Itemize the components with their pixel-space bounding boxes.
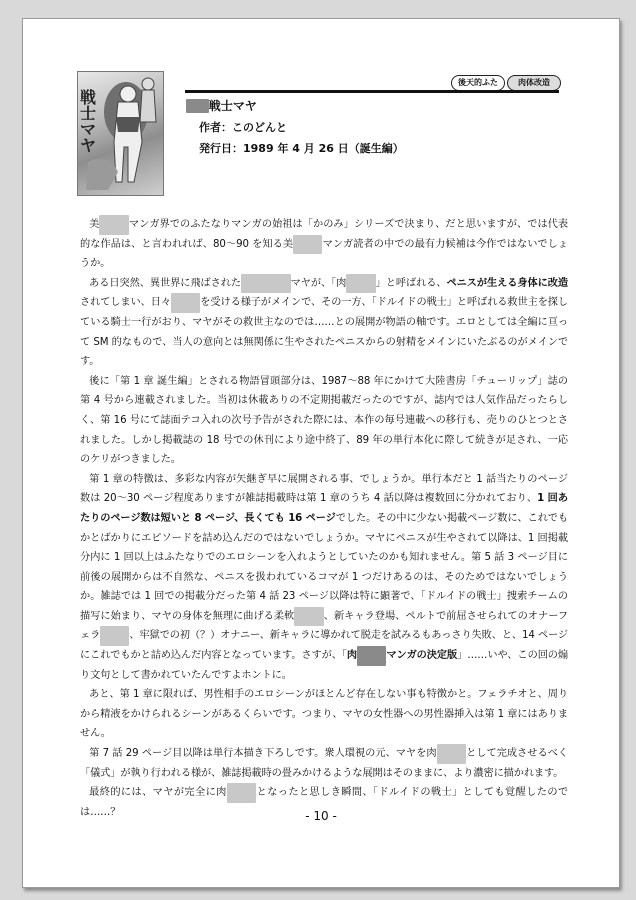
emphasis-text: ペニスが生える身体に改造 — [446, 277, 568, 289]
redacted-text — [186, 99, 209, 113]
text-run: 、牢獄での初（？）オナニー、新キャラに導かれて脱走を試みるもあっさり失敗、と、14 ページにこれでもかと詰め込んだ内容となっています。さすが、「 — [80, 630, 568, 662]
body-paragraph — [80, 685, 568, 744]
emphasis-text: マンガの決定版 — [386, 650, 458, 662]
page-number: - 10 - — [305, 809, 337, 823]
text-run: あと、第 1 章に限れば、男性相手のエロシーンがほとんど存在しない事も特徴かと。フェラチオと、周りから精液をかけられるシーンがあるくらいです。つまり、マヤの女性器への男性器挿入は第 1 章にはありません。 — [80, 689, 568, 740]
redacted-text — [437, 744, 466, 764]
text-run: マンガ界でのふたなりマンガの始祖は「かのみ」シリーズで決まり、だと思いますが、では代表的な作品は、と言われれば、80〜90 を知る美 — [80, 219, 568, 250]
text-run: マンガ読者の中での最有力候補は今作ではないでしょうか。 — [80, 238, 568, 270]
body-paragraph — [80, 274, 568, 372]
body-paragraph — [80, 470, 568, 686]
redacted-text — [99, 215, 128, 235]
title-text: 戦士マヤ — [208, 99, 257, 113]
document-page — [22, 18, 620, 888]
emphasis-text: 1 回あたりのページ数は短いと 8 ページ、長くても 16 ページ — [80, 493, 568, 524]
author-label: 作者： — [199, 121, 232, 134]
text-run: となったと思しき瞬間、「ドルイドの戦士」としても覚醒したのでは……？ — [80, 787, 569, 818]
text-run: ある日突然、異世界に飛ばされた — [89, 277, 242, 289]
redacted-text — [241, 274, 291, 294]
text-run: 最終的には、マヤが完全に肉 — [89, 787, 227, 799]
redacted-text — [227, 783, 256, 803]
body-paragraph — [80, 744, 568, 783]
body-paragraph — [80, 215, 568, 274]
redacted-text — [171, 293, 200, 313]
text-run: 美 — [89, 219, 100, 230]
text-run: でした。その中に少ない掲載ページ数に、これでもかとばかりにエピソードを詰め込んだのではないでしょうか。マヤにペニスが生やされて以降は、1 回掲載分内に 1 回以上はふたなりでのエロシーンを入れようとしていたのかも知れません。第 5 話 3 ページ目に前後の展開からは不自然な、ペニスを扱われているコマが 1 つだけあるのは、そのためではないでしょうか。雑誌では 1 回での掲載分だった第 4 話 23 ページ以降は特に顕著で、「ドルイドの戦士」捜索チームの描写に始まり、マヤの身体を無理に曲げる柔軟 — [80, 512, 569, 622]
redacted-text — [294, 607, 323, 627]
redacted-text — [100, 626, 129, 646]
text-run: を受ける様子がメインで、その一方、「ドルイドの戦士」と呼ばれる救世主を探している騎士一行がおり、マヤがその救世主なのでは……との展開が物語の軸です。エロとしては全編に亘って SM 的なもので、当人の意向とは無関係に生やされたペニスからの射精をメインにいたぶるのがメインです。 — [80, 297, 568, 368]
work-title — [186, 97, 257, 114]
tag-badge: 後天的ふた — [451, 75, 505, 91]
text-run: 」と呼ばれる、 — [375, 277, 447, 289]
author-value: このどんと — [232, 121, 287, 134]
article-body — [80, 215, 568, 822]
emphasis-text: 肉 — [346, 650, 357, 662]
book-cover-image — [77, 71, 164, 196]
redacted-text — [357, 646, 386, 666]
text-run: 」……いや、この回の煽り文句として書かれていたんですよホントに。 — [80, 650, 568, 681]
tag-badge: 肉体改造 — [507, 75, 561, 91]
text-run: として完成させるべく「儀式」が執り行われる様が、雑誌掲載時の畳みかけるような展開はそのままに、より濃密に描かれます。 — [80, 748, 568, 779]
text-run: 第 7 話 29 ページ目以降は単行本描き下ろしです。衆人環視の元、マヤを肉 — [89, 748, 437, 760]
publish-date-line — [199, 140, 404, 156]
text-run: マヤが、「肉 — [290, 277, 347, 289]
body-paragraph — [80, 372, 568, 470]
date-label: 発行日： — [199, 142, 243, 155]
cover-title-text: 戦士マヤ — [80, 88, 97, 155]
header-rule — [185, 90, 559, 93]
date-value: 1989 年 4 月 26 日（誕生編） — [243, 142, 404, 155]
text-run: 後に「第 1 章 誕生編」とされる物語冒頭部分は、1987〜88 年にかけて大陸書房「チューリップ」誌の第 4 号から連載されました。当初は休載ありの不定期掲載だったのですが、誌内では人気作品だったらしく、第 16 号にて誌面テコ入れの次号予告がされた際には、本作の毎号連載への移行も、売りのひとつとされました。しかし掲載誌の 18 号での休刊により途中終了、89 年の単行本化に際して続きが足され、一応のケリがつきました。 — [80, 375, 568, 466]
redacted-text — [293, 235, 322, 255]
redacted-text — [346, 274, 375, 294]
author-line — [199, 119, 287, 135]
text-run: 第 1 章の特徴は、多彩な内容が矢継ぎ早に展開される事、でしょうか。単行本だと 1 話当たりのページ数は 20〜30 ページ程度ありますが雑誌掲載時は第 1 章のうち 4 話以降は複数回に分かれており、 — [80, 473, 568, 505]
text-run: 、新キャラ登場、ペルトで前屈させられてのオナーフェラ — [80, 610, 568, 642]
text-run: されてしまい、日々 — [80, 297, 171, 309]
